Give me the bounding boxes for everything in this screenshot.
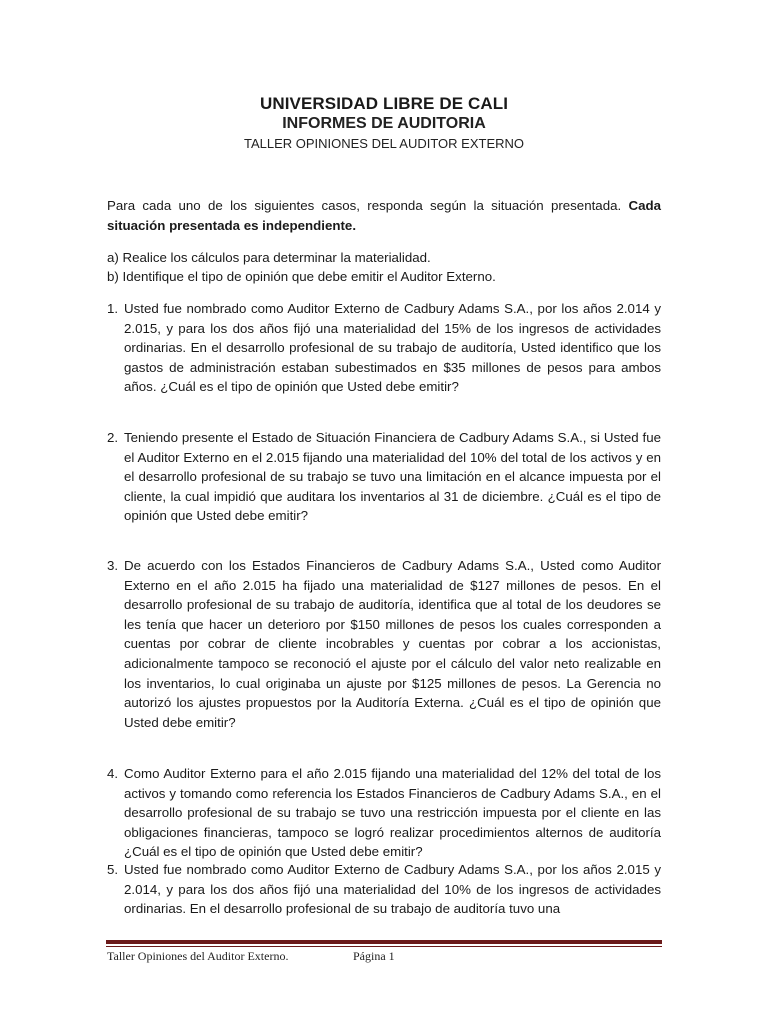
intro-paragraph [107, 196, 661, 235]
footer-divider-thin [106, 946, 662, 947]
instructions-list [107, 248, 661, 286]
case-5 [107, 860, 661, 919]
footer-divider [106, 940, 662, 944]
intro-text: Para cada uno de los siguientes casos, responda según la situación presentada. [107, 198, 629, 213]
university-title: UNIVERSIDAD LIBRE DE CALI [259, 94, 509, 113]
course-title: INFORMES DE AUDITORIA [282, 115, 486, 132]
instruction-item-b: b) Identifique el tipo de opinión que debe emitir el Auditor Externo. [107, 269, 496, 284]
case-text: Usted fue nombrado como Auditor Externo de Cadbury Adams S.A., por los años 2.015 y 2.014, y para los dos años fijó una materialidad del 10% de los ingresos de actividades ordinarias. En el desarrollo profesional de su trabajo de auditoría tuvo una [124, 862, 661, 917]
case-number: 4. [107, 766, 119, 781]
case-number: 1. [107, 301, 119, 316]
case-text: Como Auditor Externo para el año 2.015 fijando una materialidad del 12% del total de los activos y tomando como referencia los Estados Financieros de Cadbury Adams S.A., en el desarrollo profesional de su trabajo se tuvo una restricción impuesta por el cliente en las obligaciones financieras, tampoco se logró realizar procedimientos alternos de auditoría ¿Cuál es el tipo de opinión que Usted debe emitir? [124, 766, 661, 860]
footer-document-name: Taller Opiniones del Auditor Externo. [107, 949, 289, 963]
page-footer [107, 948, 395, 964]
case-number: 5. [107, 862, 119, 877]
case-number: 3. [107, 558, 119, 573]
case-text: Teniendo presente el Estado de Situación Financiera de Cadbury Adams S.A., si Usted fue el Auditor Externo en el 2.015 fijando una materialidad del 10% del total de los activos y en el desarrollo profesional de su trabajo se tuvo una limitación en el alcance impuesta por el cliente, la cual impidió que auditara los inventarios al 31 de diciembre. ¿Cuál es el tipo de opinión que Usted debe emitir? [124, 430, 661, 524]
footer-page-number: Página 1 [353, 949, 395, 963]
instruction-item-a: a) Realice los cálculos para determinar la materialidad. [107, 250, 431, 265]
case-4 [107, 764, 661, 862]
title-block [0, 94, 768, 154]
case-number: 2. [107, 430, 119, 445]
case-1 [107, 299, 661, 397]
case-3 [107, 556, 661, 732]
case-2 [107, 428, 661, 526]
case-text: De acuerdo con los Estados Financieros de Cadbury Adams S.A., Usted como Auditor Externo en el año 2.015 ha fijado una materialidad de $127 millones de pesos. En el desarrollo profesional de su trabajo de auditoría, identifica que al total de los deudores se les tenía que hacer un deterioro por $150 millones de pesos los cuales corresponden a cuentas por cobrar de cliente incobrables y cuentas por cobrar a los accionistas, adicionalmente tampoco se reconoció el ajuste por el cálculo del valor neto realizable en los inventarios, lo cual originaba un ajuste por $125 millones de pesos. La Gerencia no autorizó los ajustes propuestos por la Auditoría Externa. ¿Cuál es el tipo de opinión que Usted debe emitir? [124, 558, 661, 730]
case-text: Usted fue nombrado como Auditor Externo de Cadbury Adams S.A., por los años 2.014 y 2.015, y para los dos años fijó una materialidad del 15% de los ingresos de actividades ordinarias. En el desarrollo profesional de su trabajo de auditoría, Usted identifico que los gastos de administración estaban subestimados en $35 millones de pesos para ambos años. ¿Cuál es el tipo de opinión que Usted debe emitir? [124, 301, 661, 395]
workshop-title: TALLER OPINIONES DEL AUDITOR EXTERNO [243, 136, 525, 151]
intro-bold-text: Cada situación presentada es independiente. [107, 198, 661, 233]
